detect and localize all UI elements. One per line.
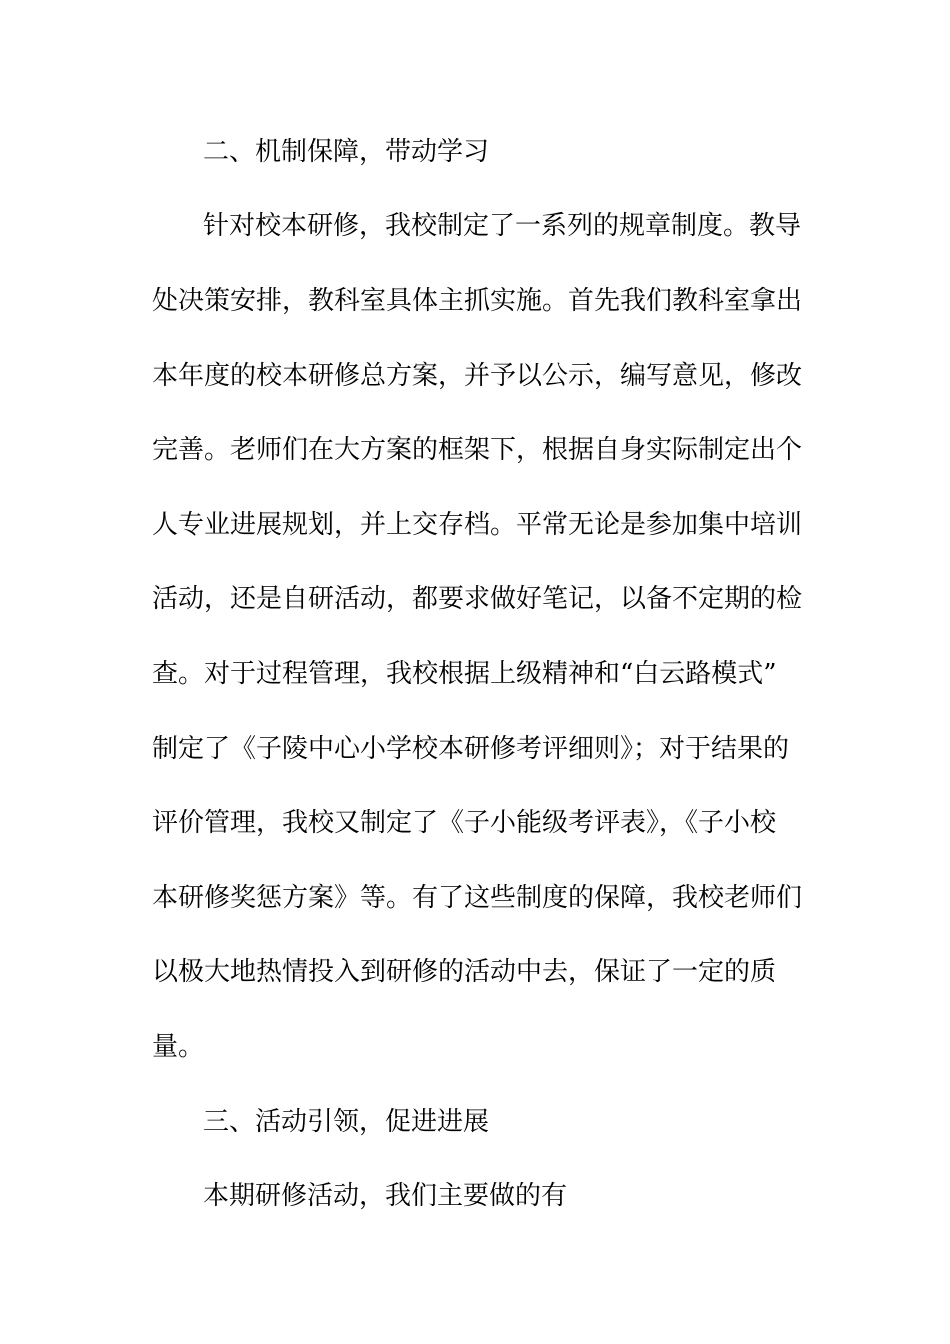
- paragraph-line: 本年度的校本研修总方案，并予以公示，编写意见，修改: [152, 361, 803, 391]
- paragraph-line: 人专业进展规划，并上交存档。平常无论是参加集中培训: [152, 510, 803, 540]
- section-heading-2: 二、机制保障，带动学习: [203, 137, 490, 167]
- paragraph-line: 制定了《子陵中心小学校本研修考评细则》；对于结果的: [152, 734, 790, 764]
- paragraph-line: 活动，还是自研活动，都要求做好笔记，以备不定期的检: [152, 584, 803, 614]
- paragraph-line: 针对校本研修，我校制定了一系列的规章制度。教导: [203, 211, 802, 241]
- paragraph-line: 以极大地热情投入到研修的活动中去，保证了一定的质: [152, 957, 777, 987]
- paragraph-line: 处决策安排，教科室具体主抓实施。首先我们教科室拿出: [152, 286, 803, 316]
- paragraph-line: 量。: [152, 1032, 205, 1062]
- paragraph-line: 评价管理，我校又制定了《子小能级考评表》，《子小校: [152, 808, 777, 838]
- section-heading-3: 三、活动引领，促进进展: [203, 1107, 490, 1137]
- paragraph-line: 本研修奖惩方案》等。有了这些制度的保障，我校老师们: [152, 883, 803, 913]
- paragraph-line: 完善。老师们在大方案的框架下，根据自身实际制定出个: [152, 435, 803, 465]
- paragraph-line: 本期研修活动，我们主要做的有: [203, 1181, 568, 1211]
- paragraph-line: 查。对于过程管理，我校根据上级精神和“白云路模式”: [152, 659, 777, 689]
